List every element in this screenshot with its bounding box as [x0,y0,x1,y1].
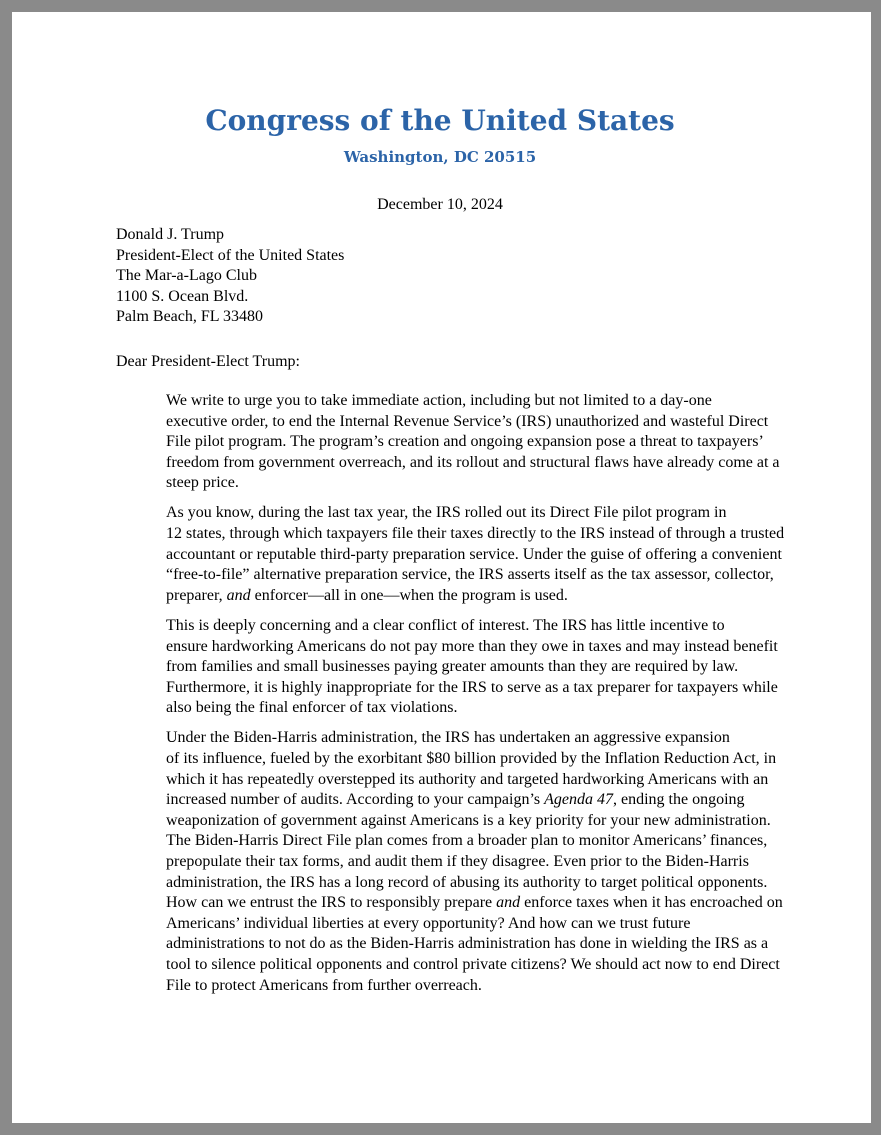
paragraph-line: File pilot program. The program’s creation and ongoing expansion pose a threat to taxpayers’ [166,433,764,451]
letter-body [116,391,785,1006]
letter-page [12,12,871,1123]
paragraph-line: This is deeply concerning and a clear conflict of interest. The IRS has little incentive to [166,616,725,634]
emphasis-text: and [226,586,251,604]
paragraph-line: administration, the IRS has a long record of abusing its authority to target political opponents. [166,873,768,891]
recipient-name: Donald J. Trump [116,226,225,243]
paragraph-line: tool to silence political opponents and control private citizens? We should act now to end Direct [166,955,780,973]
emphasis-text: and [496,894,521,912]
paragraph-line: The Biden-Harris Direct File plan comes from a broader plan to monitor Americans’ finances, [166,832,768,850]
paragraph-line: freedom from government overreach, and its rollout and structural flaws have already come at a [166,453,780,471]
paragraph-line: which it has repeatedly overstepped its authority and targeted hardworking Americans with an [166,770,769,788]
paragraph-line: from families and small businesses paying greater amounts than they are required by law. [166,658,739,676]
paragraph-line-mixed [116,893,783,914]
recipient-address-block [116,225,344,328]
recipient-title: President-Elect of the United States [116,246,345,264]
paragraph-3 [116,616,778,719]
paragraph-line: Under the Biden-Harris administration, the IRS has undertaken an aggressive expansion [166,729,730,747]
paragraph-line: Americans’ individual liberties at every opportunity? And how can we trust future [166,914,691,932]
paragraph-line: administrations to not do as the Biden-Harris administration has done in wielding the IRS as a [166,935,769,953]
text-segment: , ending the ongoing [613,791,745,809]
paragraph-line: 12 states, through which taxpayers file their taxes directly to the IRS instead of through a trusted [166,525,785,543]
paragraph-4 [116,728,783,996]
letterhead-address: Washington, DC 20515 [343,148,537,166]
paragraph-line: also being the final enforcer of tax violations. [166,699,458,717]
letter-date: December 10, 2024 [377,196,503,213]
paragraph-line: steep price. [166,474,239,492]
salutation: Dear President-Elect Trump: [116,353,300,370]
recipient-street: 1100 S. Ocean Blvd. [116,287,249,305]
paragraph-line: We write to urge you to take immediate action, including but not limited to a day-one [166,392,712,409]
text-segment: preparer, [166,586,227,604]
text-segment: increased number of audits. According to your campaign’s [166,791,545,809]
paragraph-line: File to protect Americans from further overreach. [166,976,482,994]
paragraph-line: ensure hardworking Americans do not pay more than they owe in taxes and may instead benefit [166,637,778,655]
recipient-city: Palm Beach, FL 33480 [116,308,263,326]
paragraph-line: accountant or reputable third-party preparation service. Under the guise of offering a convenient [166,545,782,563]
paragraph-2 [116,503,785,606]
paragraph-line-mixed [116,790,764,811]
paragraph-line: prepopulate their tax forms, and audit them if they disagree. Even prior to the Biden-Harris [166,852,749,870]
paragraph-line: As you know, during the last tax year, the IRS rolled out its Direct File pilot program in [166,504,727,522]
paragraph-line: “free-to-file” alternative preparation service, the IRS asserts itself as the tax assessor, collector, [166,566,774,584]
text-segment: How can we entrust the IRS to responsibly prepare [166,894,497,912]
emphasis-text: Agenda 47 [544,791,613,809]
paragraph-line: of its influence, fueled by the exorbitant $80 billion provided by the Inflation Reduction Act, in [166,750,777,767]
paragraph-line: executive order, to end the Internal Revenue Service’s (IRS) unauthorized and wasteful Direct [166,412,769,430]
paragraph-1 [116,391,780,494]
paragraph-line: Furthermore, it is highly inappropriate for the IRS to serve as a tax preparer for taxpayers while [166,678,778,696]
recipient-org: The Mar-a-Lago Club [116,267,257,285]
paragraph-line: weaponization of government against Americans is a key priority for your new administration. [166,811,771,829]
text-segment: enforcer—all in one—when the program is used. [250,586,568,604]
paragraph-line-mixed [116,586,764,607]
letterhead-title: Congress of the United States [205,104,675,137]
text-segment: enforce taxes when it has encroached on [520,894,783,912]
